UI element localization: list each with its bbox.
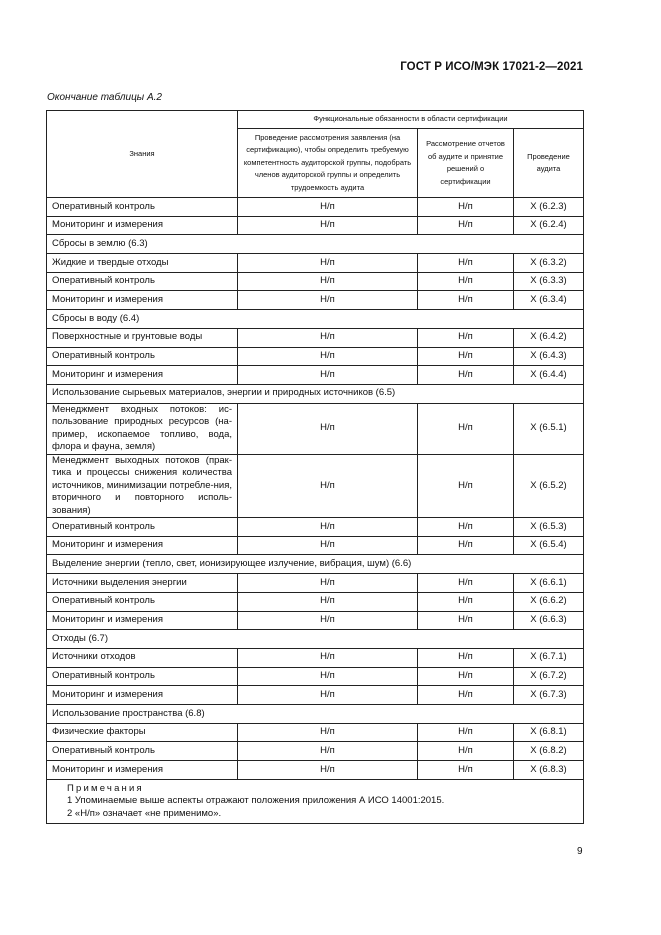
- report-review-cell: Н/п: [418, 686, 514, 705]
- report-review-cell: Н/п: [418, 291, 514, 310]
- section-title: Использование пространства (6.8): [47, 704, 584, 723]
- table-row: [47, 667, 584, 686]
- audit-cell: X (6.8.2): [514, 742, 584, 761]
- table-row: [47, 328, 584, 347]
- report-review-cell: Н/п: [418, 611, 514, 630]
- report-review-cell: Н/п: [418, 648, 514, 667]
- application-review-cell: Н/п: [238, 648, 418, 667]
- application-review-cell: Н/п: [238, 667, 418, 686]
- audit-cell: X (6.7.2): [514, 667, 584, 686]
- application-review-cell: Н/п: [238, 761, 418, 780]
- table-row: [47, 536, 584, 555]
- table-row: [47, 403, 584, 454]
- note-item: 2 «Н/п» означает «не применимо».: [67, 807, 222, 819]
- report-review-cell: Н/п: [418, 198, 514, 217]
- audit-cell: X (6.7.3): [514, 686, 584, 705]
- report-review-cell: Н/п: [418, 454, 514, 518]
- knowledge-cell: Мониторинг и измерения: [47, 611, 238, 630]
- knowledge-cell: Физические факторы: [47, 723, 238, 742]
- column-header-report-review: Рассмотрение отчетов об аудите и принятие решений о сертификации: [418, 129, 514, 198]
- audit-cell: X (6.5.4): [514, 536, 584, 555]
- page-number: 9: [577, 846, 583, 857]
- knowledge-cell: Оперативный контроль: [47, 347, 238, 366]
- knowledge-cell: Оперативный контроль: [47, 198, 238, 217]
- report-review-cell: Н/п: [418, 761, 514, 780]
- report-review-cell: Н/п: [418, 723, 514, 742]
- table-row: [47, 592, 584, 611]
- report-review-cell: Н/п: [418, 667, 514, 686]
- section-row: [47, 630, 584, 649]
- report-review-cell: Н/п: [418, 272, 514, 291]
- knowledge-cell: Источники выделения энергии: [47, 574, 238, 593]
- application-review-cell: Н/п: [238, 216, 418, 235]
- knowledge-cell: Оперативный контроль: [47, 592, 238, 611]
- application-review-cell: Н/п: [238, 592, 418, 611]
- audit-cell: X (6.8.3): [514, 761, 584, 780]
- application-review-cell: Н/п: [238, 611, 418, 630]
- column-header-audit: Проведение аудита: [514, 129, 584, 198]
- knowledge-cell: Поверхностные и грунтовые воды: [47, 328, 238, 347]
- report-review-cell: Н/п: [418, 366, 514, 385]
- section-row: [47, 555, 584, 574]
- audit-cell: X (6.4.2): [514, 328, 584, 347]
- table-row: [47, 198, 584, 217]
- knowledge-cell: Мониторинг и измерения: [47, 686, 238, 705]
- audit-cell: X (6.2.3): [514, 198, 584, 217]
- table-row: [47, 291, 584, 310]
- notes-body: [47, 779, 584, 823]
- table-row: [47, 454, 584, 518]
- audit-cell: X (6.3.2): [514, 254, 584, 273]
- knowledge-cell: Мониторинг и измерения: [47, 291, 238, 310]
- audit-cell: X (6.4.3): [514, 347, 584, 366]
- table-row: [47, 272, 584, 291]
- knowledge-cell: Менеджмент выходных потоков (прак-тика и процессы снижения количества источников, минимизации потребле-ния, вторичного и повторного исполь-зования): [47, 454, 238, 518]
- knowledge-cell: Жидкие и твердые отходы: [47, 254, 238, 273]
- application-review-cell: Н/п: [238, 536, 418, 555]
- report-review-cell: Н/п: [418, 216, 514, 235]
- application-review-cell: Н/п: [238, 366, 418, 385]
- column-header-knowledge: Знания: [47, 111, 238, 198]
- report-review-cell: Н/п: [418, 592, 514, 611]
- section-title: Сбросы в землю (6.3): [47, 235, 584, 254]
- audit-cell: X (6.3.4): [514, 291, 584, 310]
- application-review-cell: Н/п: [238, 254, 418, 273]
- application-review-cell: Н/п: [238, 574, 418, 593]
- knowledge-cell: Оперативный контроль: [47, 518, 238, 537]
- audit-cell: X (6.8.1): [514, 723, 584, 742]
- report-review-cell: Н/п: [418, 328, 514, 347]
- audit-cell: X (6.4.4): [514, 366, 584, 385]
- application-review-cell: Н/п: [238, 291, 418, 310]
- audit-cell: X (6.7.1): [514, 648, 584, 667]
- knowledge-cell: Менеджмент входных потоков: ис-пользование природных ресурсов (на-пример, ископаемое топливо, вода, флора и фауна, земля): [47, 403, 238, 454]
- audit-cell: X (6.5.1): [514, 403, 584, 454]
- report-review-cell: Н/п: [418, 347, 514, 366]
- application-review-cell: Н/п: [238, 686, 418, 705]
- table-row: [47, 723, 584, 742]
- table-caption: Окончание таблицы А.2: [47, 92, 162, 103]
- knowledge-cell: Мониторинг и измерения: [47, 216, 238, 235]
- table-row: [47, 518, 584, 537]
- application-review-cell: Н/п: [238, 347, 418, 366]
- application-review-cell: Н/п: [238, 403, 418, 454]
- knowledge-table: [46, 110, 584, 824]
- application-review-cell: Н/п: [238, 454, 418, 518]
- table-row: [47, 366, 584, 385]
- notes-cell: [47, 779, 584, 823]
- section-row: [47, 704, 584, 723]
- audit-cell: X (6.6.1): [514, 574, 584, 593]
- column-header-application-review: Проведение рассмотрения заявления (на сертификацию), чтобы определить требуемую компетентность аудиторской группы, подобрать членов аудиторской группы и определить трудоемкость аудита: [238, 129, 418, 198]
- notes-title: Примечания: [67, 782, 144, 794]
- section-row: [47, 384, 584, 403]
- knowledge-cell: Мониторинг и измерения: [47, 761, 238, 780]
- knowledge-cell: Оперативный контроль: [47, 272, 238, 291]
- section-title: Выделение энергии (тепло, свет, ионизирующее излучение, вибрация, шум) (6.6): [47, 555, 584, 574]
- knowledge-cell: Мониторинг и измерения: [47, 366, 238, 385]
- audit-cell: X (6.3.3): [514, 272, 584, 291]
- report-review-cell: Н/п: [418, 742, 514, 761]
- report-review-cell: Н/п: [418, 518, 514, 537]
- section-title: Отходы (6.7): [47, 630, 584, 649]
- knowledge-cell: Оперативный контроль: [47, 742, 238, 761]
- audit-cell: X (6.5.3): [514, 518, 584, 537]
- audit-cell: X (6.5.2): [514, 454, 584, 518]
- report-review-cell: Н/п: [418, 403, 514, 454]
- table-row: [47, 254, 584, 273]
- application-review-cell: Н/п: [238, 742, 418, 761]
- application-review-cell: Н/п: [238, 272, 418, 291]
- table-row: [47, 347, 584, 366]
- header-row-1: [47, 111, 584, 129]
- note-item: 1 Упоминаемые выше аспекты отражают положения приложения А ИСО 14001:2015.: [67, 795, 445, 807]
- document-header: ГОСТ Р ИСО/МЭК 17021-2—2021: [400, 61, 583, 73]
- table-row: [47, 761, 584, 780]
- table-row: [47, 648, 584, 667]
- table-row: [47, 611, 584, 630]
- column-group-header: Функциональные обязанности в области сертификации: [238, 111, 584, 129]
- application-review-cell: Н/п: [238, 723, 418, 742]
- report-review-cell: Н/п: [418, 254, 514, 273]
- audit-cell: X (6.6.2): [514, 592, 584, 611]
- audit-cell: X (6.6.3): [514, 611, 584, 630]
- table-row: [47, 216, 584, 235]
- table-body: [47, 111, 584, 780]
- knowledge-cell: Мониторинг и измерения: [47, 536, 238, 555]
- knowledge-cell: Оперативный контроль: [47, 667, 238, 686]
- section-title: Использование сырьевых материалов, энергии и природных источников (6.5): [47, 384, 584, 403]
- section-row: [47, 235, 584, 254]
- audit-cell: X (6.2.4): [514, 216, 584, 235]
- section-title: Сбросы в воду (6.4): [47, 310, 584, 329]
- application-review-cell: Н/п: [238, 518, 418, 537]
- table-row: [47, 742, 584, 761]
- table-row: [47, 686, 584, 705]
- report-review-cell: Н/п: [418, 574, 514, 593]
- section-row: [47, 310, 584, 329]
- table-row: [47, 574, 584, 593]
- application-review-cell: Н/п: [238, 198, 418, 217]
- knowledge-cell: Источники отходов: [47, 648, 238, 667]
- notes-row: [47, 779, 584, 823]
- report-review-cell: Н/п: [418, 536, 514, 555]
- application-review-cell: Н/п: [238, 328, 418, 347]
